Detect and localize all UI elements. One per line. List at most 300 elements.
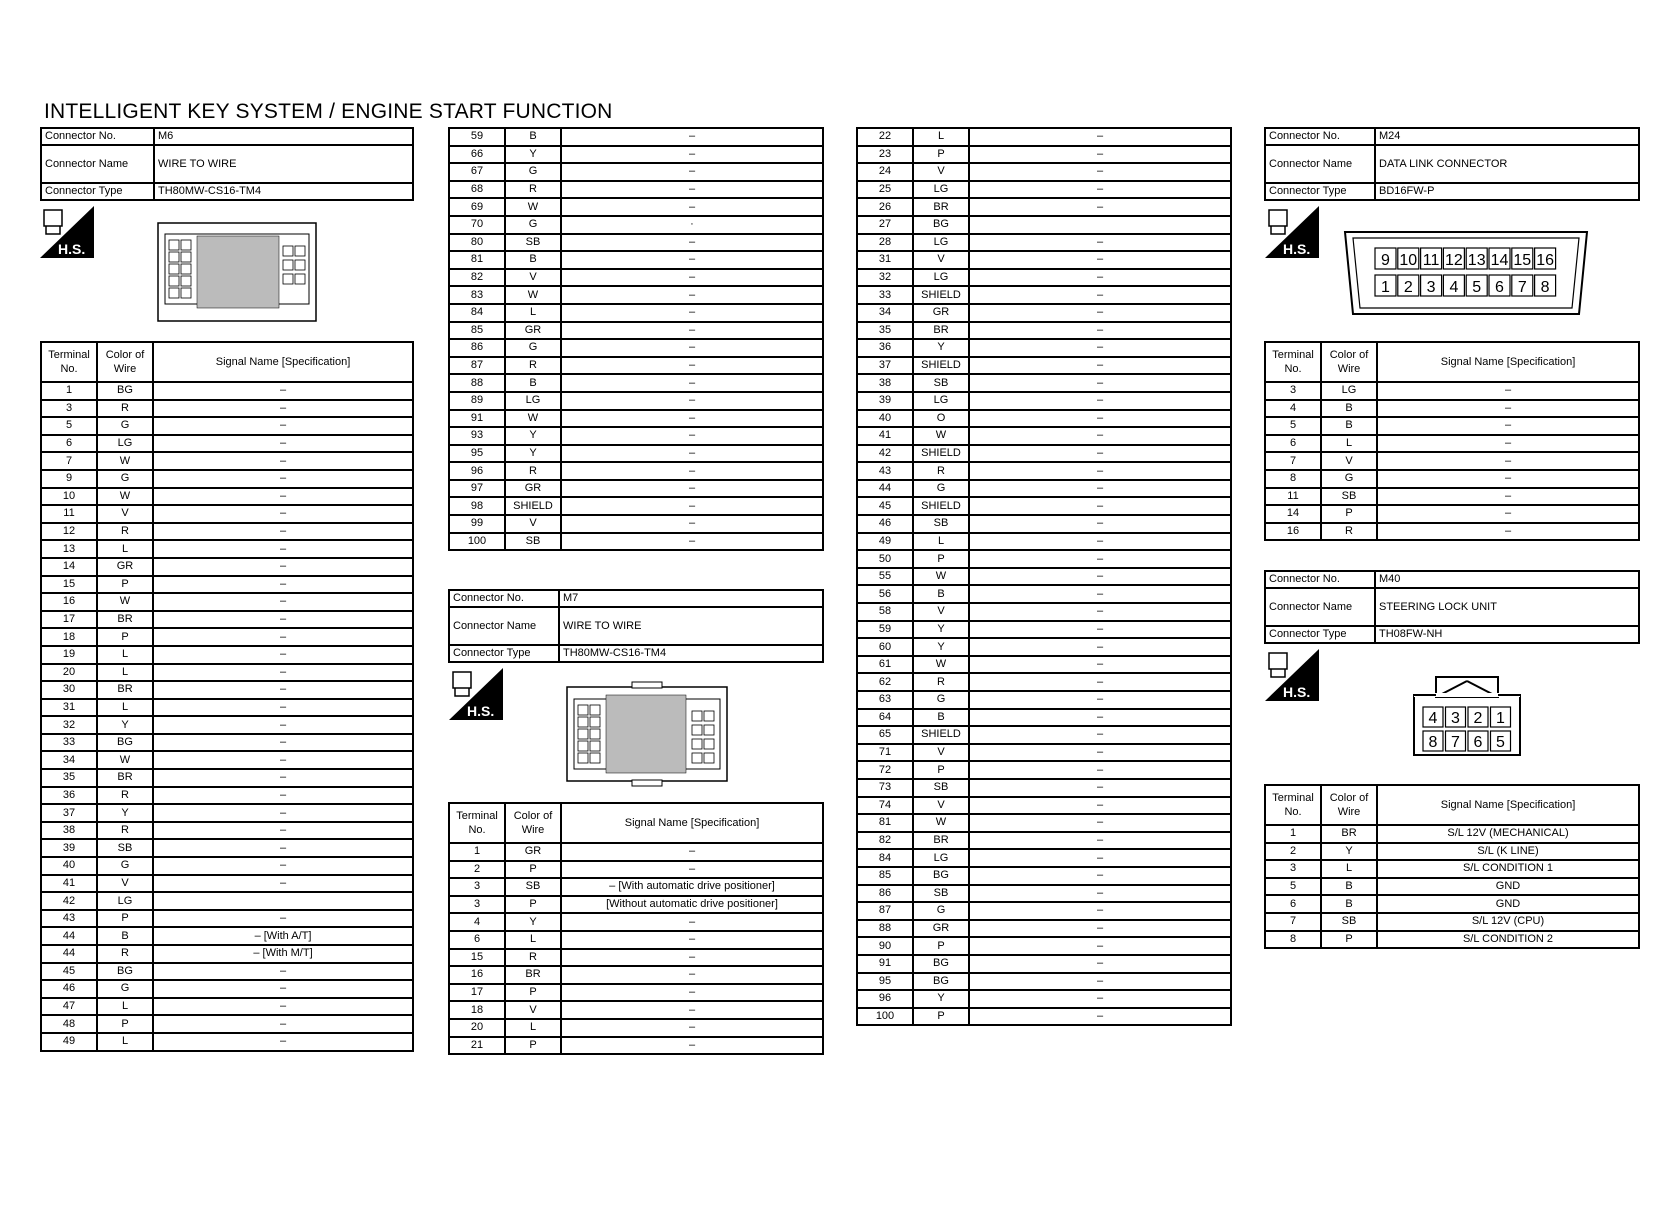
table-row xyxy=(41,452,413,470)
table-row xyxy=(857,515,1231,533)
signal-name-cell: · xyxy=(561,216,823,234)
terminal-no-cell: 64 xyxy=(857,709,913,727)
terminal-no-cell: 97 xyxy=(449,480,505,498)
terminal-no-cell: 69 xyxy=(449,198,505,216)
table-row xyxy=(1265,913,1639,931)
terminal-no-cell: 43 xyxy=(857,462,913,480)
terminal-no-cell: 58 xyxy=(857,603,913,621)
table-row xyxy=(449,1019,823,1037)
wire-color-cell: Y xyxy=(1321,843,1377,861)
table-row xyxy=(449,269,823,287)
wire-color-cell: GR xyxy=(505,843,561,861)
table-row xyxy=(41,540,413,558)
table-row xyxy=(1265,470,1639,488)
signal-name-cell: – xyxy=(969,920,1231,938)
terminal-no-cell: 3 xyxy=(1265,860,1321,878)
terminal-no-cell: 15 xyxy=(449,949,505,967)
m6-continued-table xyxy=(448,127,824,551)
signal-name-cell: – xyxy=(969,550,1231,568)
connector-type-label: Connector Type xyxy=(449,645,559,662)
signal-name-cell: – xyxy=(969,691,1231,709)
wire-color-cell: BG xyxy=(913,973,969,991)
table-row xyxy=(449,913,823,931)
table-row xyxy=(41,1015,413,1033)
signal-name-cell: – xyxy=(969,251,1231,269)
wire-color-cell: GR xyxy=(913,304,969,322)
table-row xyxy=(449,984,823,1002)
terminal-no-cell: 82 xyxy=(449,269,505,287)
terminal-no-cell: 83 xyxy=(449,286,505,304)
connector-name-label: Connector Name xyxy=(449,607,559,645)
pin-number: 3 xyxy=(1426,279,1436,296)
terminal-no-cell: 45 xyxy=(41,963,97,981)
signal-name-cell: – xyxy=(969,673,1231,691)
wire-color-cell: W xyxy=(505,198,561,216)
table-row xyxy=(449,163,823,181)
terminal-no-cell: 37 xyxy=(857,357,913,375)
table-row xyxy=(41,787,413,805)
signal-name-cell: – xyxy=(561,497,823,515)
table-row xyxy=(449,128,823,146)
wire-color-cell: P xyxy=(505,984,561,1002)
signal-name-cell: – xyxy=(153,523,413,541)
pin-number: 5 xyxy=(1496,734,1505,751)
signal-name-cell: – xyxy=(561,1037,823,1055)
terminal-no-cell: 26 xyxy=(857,198,913,216)
signal-name-cell: – xyxy=(153,611,413,629)
table-row xyxy=(857,814,1231,832)
wire-color-cell: B xyxy=(1321,878,1377,896)
signal-name-cell: – xyxy=(969,304,1231,322)
signal-name-cell: – xyxy=(153,839,413,857)
signal-name-cell: – xyxy=(969,181,1231,199)
terminal-no-cell: 33 xyxy=(857,286,913,304)
terminal-no-cell: 45 xyxy=(857,497,913,515)
signal-name-cell: – xyxy=(561,515,823,533)
signal-name-cell: – xyxy=(153,1015,413,1033)
signal-name-cell: – xyxy=(969,603,1231,621)
signal-name-cell: – xyxy=(561,128,823,146)
table-row xyxy=(1265,895,1639,913)
wire-color-cell: P xyxy=(97,910,153,928)
table-row xyxy=(449,392,823,410)
table-row xyxy=(857,550,1231,568)
terminal-no-cell: 1 xyxy=(449,843,505,861)
terminal-no-cell: 40 xyxy=(41,857,97,875)
terminal-no-cell: 10 xyxy=(41,488,97,506)
signal-name-cell: – xyxy=(969,357,1231,375)
terminal-no-cell: 22 xyxy=(857,128,913,146)
terminal-no-cell: 17 xyxy=(449,984,505,1002)
terminal-no-cell: 44 xyxy=(41,945,97,963)
wire-color-cell: P xyxy=(913,146,969,164)
signal-name-cell: – xyxy=(969,779,1231,797)
table-row xyxy=(857,497,1231,515)
terminal-no-cell: 7 xyxy=(1265,452,1321,470)
terminal-no-cell: 7 xyxy=(1265,913,1321,931)
table-row xyxy=(857,146,1231,164)
m40-pin-table xyxy=(1264,784,1640,949)
signal-name-cell: – xyxy=(153,576,413,594)
table-row xyxy=(857,832,1231,850)
signal-name-header: Signal Name [Specification] xyxy=(1377,342,1639,382)
wire-color-cell: W xyxy=(913,814,969,832)
signal-name-cell: – xyxy=(153,400,413,418)
wire-color-cell: G xyxy=(505,339,561,357)
terminal-no-cell: 39 xyxy=(857,392,913,410)
m6-continued-block xyxy=(448,127,824,551)
terminal-no-cell: 88 xyxy=(857,920,913,938)
table-row xyxy=(857,445,1231,463)
signal-name-cell: – xyxy=(969,198,1231,216)
table-row xyxy=(41,839,413,857)
signal-name-cell xyxy=(969,216,1231,234)
table-row xyxy=(449,198,823,216)
signal-name-cell: – xyxy=(561,445,823,463)
signal-name-cell: – xyxy=(969,885,1231,903)
signal-name-cell: – xyxy=(561,410,823,428)
table-row xyxy=(449,878,823,896)
terminal-no-cell: 80 xyxy=(449,234,505,252)
table-row xyxy=(857,568,1231,586)
color-of-wire-header: Color of Wire xyxy=(1321,785,1377,825)
m24-connector-no: M24 xyxy=(1375,128,1639,145)
signal-name-cell: – xyxy=(969,392,1231,410)
wire-color-cell: R xyxy=(913,462,969,480)
terminal-no-cell: 37 xyxy=(41,804,97,822)
signal-name-cell: – xyxy=(969,533,1231,551)
signal-name-cell: – xyxy=(153,751,413,769)
table-row xyxy=(857,885,1231,903)
table-row xyxy=(41,435,413,453)
signal-name-cell: – xyxy=(153,875,413,893)
pin-number: 16 xyxy=(1536,252,1554,269)
table-row xyxy=(857,973,1231,991)
table-row xyxy=(857,1008,1231,1026)
wire-color-cell: P xyxy=(1321,505,1377,523)
svg-text:H.S.: H.S. xyxy=(1283,241,1311,257)
wire-color-cell: BG xyxy=(913,216,969,234)
table-row xyxy=(41,998,413,1016)
table-row xyxy=(1265,505,1639,523)
table-row xyxy=(1265,417,1639,435)
m7-continued-block xyxy=(856,127,1232,1026)
terminal-no-cell: 61 xyxy=(857,656,913,674)
wire-color-cell: V xyxy=(505,515,561,533)
m7-connector-no: M7 xyxy=(559,590,823,607)
signal-name-cell: – xyxy=(969,339,1231,357)
wire-color-cell: V xyxy=(505,1001,561,1019)
signal-name-cell: – xyxy=(153,734,413,752)
wire-color-cell: B xyxy=(913,585,969,603)
table-row xyxy=(857,867,1231,885)
signal-name-cell: – xyxy=(561,1001,823,1019)
wire-color-cell: L xyxy=(505,304,561,322)
signal-name-cell: – xyxy=(561,984,823,1002)
pin-number: 2 xyxy=(1403,279,1413,296)
wire-color-cell: LG xyxy=(97,892,153,910)
pin-number: 4 xyxy=(1449,279,1459,296)
pin-number: 12 xyxy=(1445,252,1463,269)
wire-color-cell: R xyxy=(1321,523,1377,541)
m7-continued-rows xyxy=(857,128,1231,1025)
wire-color-cell: L xyxy=(97,1033,153,1051)
table-row xyxy=(449,480,823,498)
signal-name-cell: – xyxy=(969,726,1231,744)
table-row xyxy=(449,843,823,861)
terminal-no-cell: 6 xyxy=(1265,895,1321,913)
wire-color-cell: GR xyxy=(97,558,153,576)
wire-color-cell: SB xyxy=(1321,913,1377,931)
signal-name-cell: – xyxy=(969,480,1231,498)
signal-name-cell: – xyxy=(153,664,413,682)
svg-text:H.S.: H.S. xyxy=(467,703,495,719)
signal-name-cell: – xyxy=(969,832,1231,850)
table-row xyxy=(857,480,1231,498)
wire-color-cell: LG xyxy=(913,181,969,199)
wire-color-cell: W xyxy=(97,593,153,611)
m7-connector-name: WIRE TO WIRE xyxy=(559,607,823,645)
wire-color-cell: W xyxy=(913,427,969,445)
terminal-no-cell: 59 xyxy=(449,128,505,146)
m6-info-table xyxy=(40,127,414,201)
terminal-no-cell: 20 xyxy=(449,1019,505,1037)
terminal-no-cell: 25 xyxy=(857,181,913,199)
wire-color-cell: W xyxy=(97,452,153,470)
terminal-no-cell: 6 xyxy=(449,931,505,949)
table-row xyxy=(857,709,1231,727)
terminal-no-cell: 35 xyxy=(41,769,97,787)
table-row xyxy=(1265,860,1639,878)
signal-name-cell: – xyxy=(561,163,823,181)
hs-badge-icon xyxy=(1265,206,1319,263)
terminal-no-cell: 60 xyxy=(857,638,913,656)
m6-connector-name: WIRE TO WIRE xyxy=(154,145,413,183)
terminal-no-header: Terminal No. xyxy=(449,803,505,843)
terminal-no-cell: 14 xyxy=(41,558,97,576)
table-row xyxy=(449,896,823,914)
signal-name-cell: – xyxy=(153,910,413,928)
connector-no-label: Connector No. xyxy=(1265,128,1375,145)
wire-color-cell: Y xyxy=(913,339,969,357)
wire-color-cell: L xyxy=(505,931,561,949)
table-row xyxy=(857,181,1231,199)
signal-name-cell: – xyxy=(153,417,413,435)
terminal-no-cell: 65 xyxy=(857,726,913,744)
table-row xyxy=(41,822,413,840)
terminal-no-cell: 50 xyxy=(857,550,913,568)
wire-color-cell: B xyxy=(97,927,153,945)
table-row xyxy=(41,927,413,945)
wire-color-cell: B xyxy=(1321,417,1377,435)
signal-name-cell: – xyxy=(561,427,823,445)
wire-color-cell: SHIELD xyxy=(505,497,561,515)
table-row xyxy=(1265,825,1639,843)
table-row xyxy=(1265,382,1639,400)
signal-name-cell: – xyxy=(1377,470,1639,488)
wire-color-cell: B xyxy=(913,709,969,727)
connector-no-label: Connector No. xyxy=(41,128,154,145)
signal-name-cell: – xyxy=(153,488,413,506)
wire-color-cell: L xyxy=(913,533,969,551)
signal-name-cell: S/L CONDITION 2 xyxy=(1377,931,1639,949)
table-row xyxy=(857,797,1231,815)
terminal-no-cell: 82 xyxy=(857,832,913,850)
signal-name-cell: – xyxy=(153,540,413,558)
terminal-no-cell: 40 xyxy=(857,410,913,428)
terminal-no-cell: 5 xyxy=(41,417,97,435)
wire-color-cell: B xyxy=(505,128,561,146)
signal-name-cell: – xyxy=(1377,400,1639,418)
table-row xyxy=(41,611,413,629)
wire-color-cell: V xyxy=(913,744,969,762)
wire-color-cell: L xyxy=(505,1019,561,1037)
signal-name-cell: – xyxy=(561,480,823,498)
m24-pin-table-block xyxy=(1264,341,1640,541)
table-row xyxy=(857,128,1231,146)
signal-name-cell: – xyxy=(969,497,1231,515)
signal-name-cell: GND xyxy=(1377,895,1639,913)
table-row xyxy=(857,902,1231,920)
signal-name-cell: – xyxy=(969,621,1231,639)
terminal-no-cell: 30 xyxy=(41,681,97,699)
table-row xyxy=(857,198,1231,216)
terminal-no-cell: 35 xyxy=(857,322,913,340)
signal-name-cell: – xyxy=(561,181,823,199)
table-row xyxy=(41,716,413,734)
terminal-no-cell: 1 xyxy=(41,382,97,400)
page-title: INTELLIGENT KEY SYSTEM / ENGINE START FUNCTION xyxy=(44,100,613,123)
signal-name-header: Signal Name [Specification] xyxy=(153,342,413,382)
wire-color-cell: SB xyxy=(913,885,969,903)
signal-name-cell: – xyxy=(1377,452,1639,470)
signal-name-cell: – xyxy=(969,638,1231,656)
terminal-no-cell: 42 xyxy=(41,892,97,910)
wire-color-cell: LG xyxy=(913,849,969,867)
connector-m40-block xyxy=(1264,570,1640,644)
signal-name-cell: – xyxy=(153,963,413,981)
pin-number: 14 xyxy=(1490,252,1509,269)
wire-color-cell: G xyxy=(505,163,561,181)
wire-color-cell: BR xyxy=(97,769,153,787)
signal-name-cell: – xyxy=(969,761,1231,779)
pin-number: 2 xyxy=(1473,710,1483,727)
table-row xyxy=(857,673,1231,691)
m6-connector-type: TH80MW-CS16-TM4 xyxy=(154,183,413,200)
table-row xyxy=(857,638,1231,656)
table-row xyxy=(857,304,1231,322)
signal-name-cell: – xyxy=(969,427,1231,445)
terminal-no-cell: 86 xyxy=(857,885,913,903)
signal-name-cell: – xyxy=(153,857,413,875)
terminal-no-cell: 49 xyxy=(857,533,913,551)
signal-name-cell: – xyxy=(969,374,1231,392)
table-row xyxy=(449,374,823,392)
terminal-no-cell: 47 xyxy=(41,998,97,1016)
wire-color-cell: BR xyxy=(913,198,969,216)
terminal-no-cell: 55 xyxy=(857,568,913,586)
terminal-no-cell: 38 xyxy=(41,822,97,840)
wire-color-cell: R xyxy=(97,400,153,418)
connector-type-label: Connector Type xyxy=(1265,626,1375,643)
terminal-no-cell: 16 xyxy=(41,593,97,611)
wire-color-cell: SHIELD xyxy=(913,357,969,375)
wire-color-cell: Y xyxy=(913,638,969,656)
wire-color-cell: Y xyxy=(97,716,153,734)
wire-color-cell: W xyxy=(505,286,561,304)
wire-color-cell: B xyxy=(1321,895,1377,913)
terminal-no-cell: 2 xyxy=(449,861,505,879)
hs-badge-icon xyxy=(1265,649,1319,706)
terminal-no-cell: 88 xyxy=(449,374,505,392)
terminal-no-cell: 44 xyxy=(857,480,913,498)
terminal-no-cell: 15 xyxy=(41,576,97,594)
signal-name-cell: – xyxy=(153,822,413,840)
terminal-no-cell: 8 xyxy=(1265,931,1321,949)
signal-name-cell: – xyxy=(969,867,1231,885)
pin-number: 10 xyxy=(1399,252,1418,269)
signal-name-cell: – xyxy=(561,1019,823,1037)
signal-name-cell: – xyxy=(561,198,823,216)
terminal-no-cell: 4 xyxy=(1265,400,1321,418)
signal-name-cell: – xyxy=(153,699,413,717)
wire-color-cell: BR xyxy=(913,322,969,340)
table-row xyxy=(449,966,823,984)
table-row xyxy=(41,488,413,506)
terminal-no-cell: 41 xyxy=(857,427,913,445)
wire-color-cell: O xyxy=(913,410,969,428)
wire-color-cell: P xyxy=(913,1008,969,1026)
table-row xyxy=(41,857,413,875)
signal-name-cell: – xyxy=(561,286,823,304)
table-row xyxy=(449,861,823,879)
terminal-no-cell: 39 xyxy=(41,839,97,857)
table-row xyxy=(857,216,1231,234)
terminal-no-cell: 36 xyxy=(857,339,913,357)
wire-color-cell: V xyxy=(1321,452,1377,470)
terminal-no-cell: 73 xyxy=(857,779,913,797)
table-row xyxy=(857,462,1231,480)
signal-name-cell: – xyxy=(561,374,823,392)
terminal-no-cell: 46 xyxy=(41,980,97,998)
m40-info-table xyxy=(1264,570,1640,644)
terminal-no-cell: 3 xyxy=(449,878,505,896)
pin-number: 4 xyxy=(1428,710,1438,727)
terminal-no-cell: 17 xyxy=(41,611,97,629)
table-row xyxy=(41,804,413,822)
table-row xyxy=(41,593,413,611)
wire-color-cell: P xyxy=(1321,931,1377,949)
signal-name-cell: – xyxy=(561,234,823,252)
table-row xyxy=(449,1001,823,1019)
wire-color-cell: GR xyxy=(913,920,969,938)
terminal-no-cell: 81 xyxy=(857,814,913,832)
table-row xyxy=(857,849,1231,867)
table-row xyxy=(857,779,1231,797)
signal-name-cell: – xyxy=(969,814,1231,832)
signal-name-cell: – xyxy=(969,286,1231,304)
terminal-no-cell: 99 xyxy=(449,515,505,533)
signal-name-cell: – xyxy=(153,716,413,734)
wire-color-cell: SHIELD xyxy=(913,726,969,744)
wire-color-cell: LG xyxy=(913,269,969,287)
terminal-no-cell: 20 xyxy=(41,664,97,682)
table-row xyxy=(41,417,413,435)
wire-color-cell: G xyxy=(1321,470,1377,488)
terminal-no-cell: 81 xyxy=(449,251,505,269)
table-row xyxy=(449,533,823,551)
table-row xyxy=(857,533,1231,551)
